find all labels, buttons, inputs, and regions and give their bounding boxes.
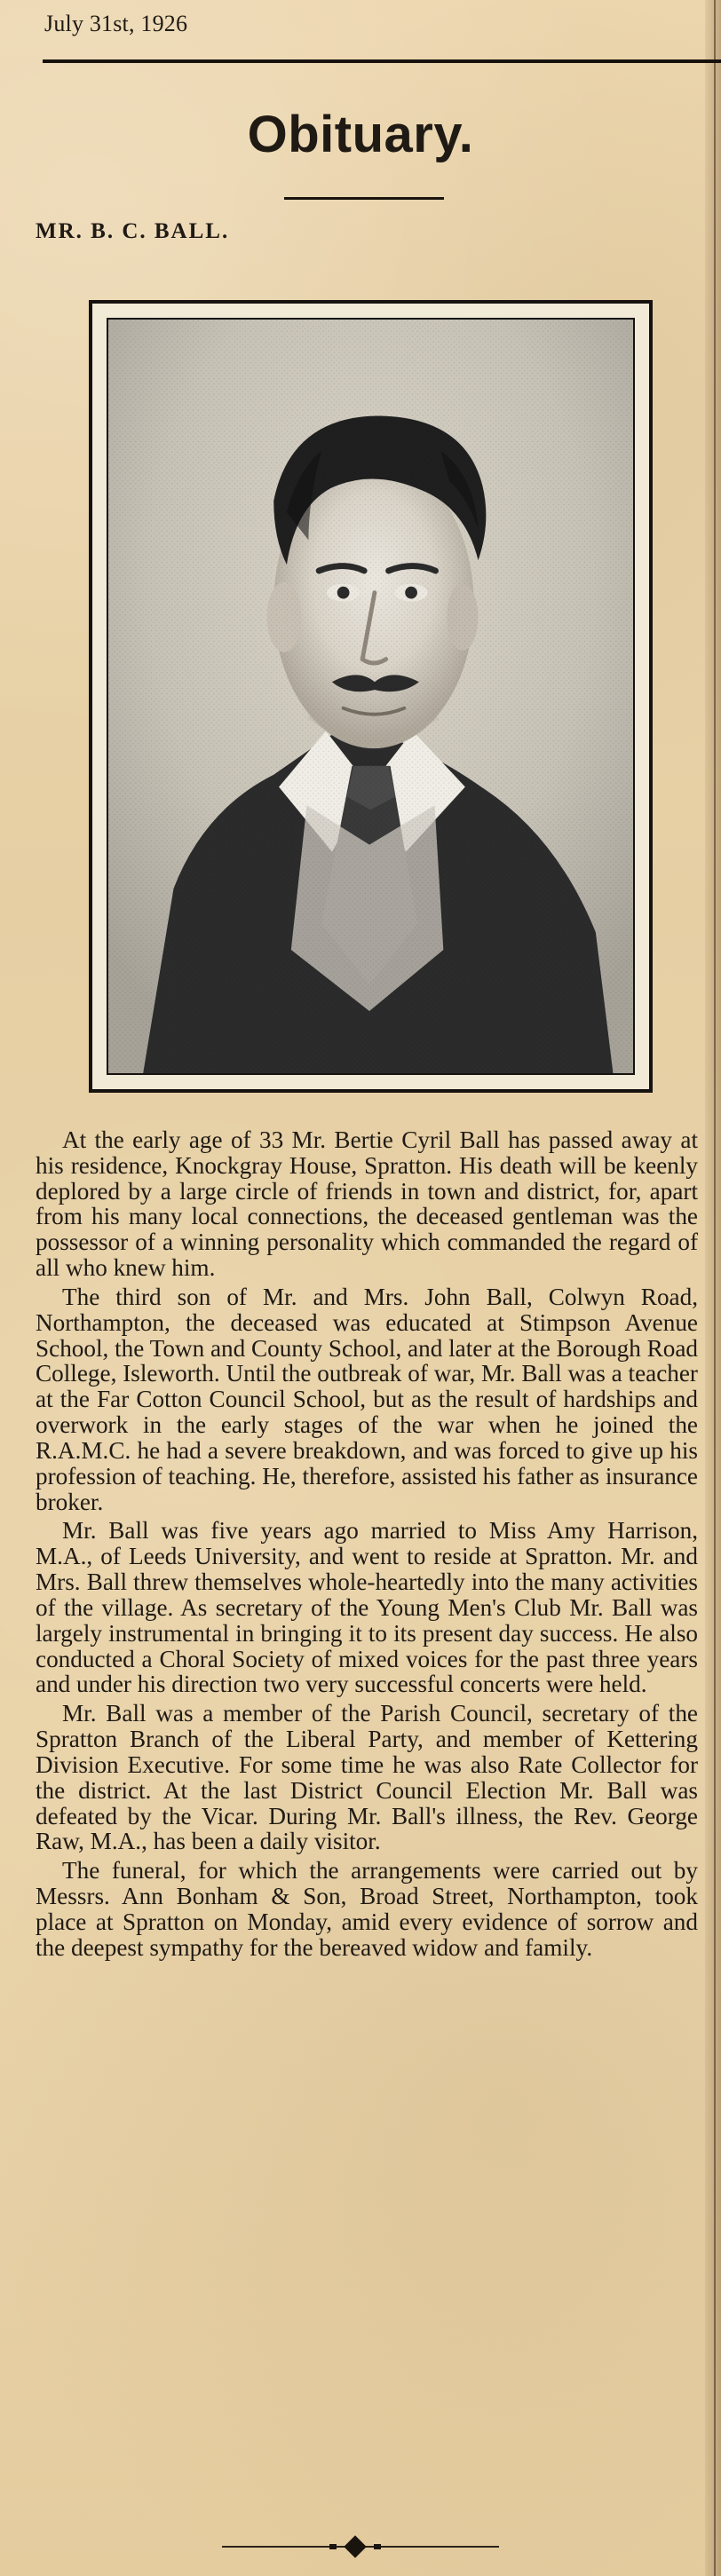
top-rule — [43, 59, 721, 63]
ornament-flank-left — [329, 2544, 337, 2549]
diamond-ornament-icon — [344, 2535, 366, 2557]
date-line: July 31st, 1926 — [44, 11, 188, 36]
article-paragraph-3: Mr. Ball was five years ago married to Miss Amy Harrison, M.A., of Leeds University, and went to reside at Spratton. Mr. and Mrs. Ball threw themselves whole-heartedly into the many activities of the village. As secretary of the Young Men's Club Mr. Ball was largely instrumental in bringing it to its present day success. He also conducted a Choral Society of mixed voices for the past three years and under his direction two very successful concerts were held. — [36, 1517, 698, 1698]
portrait-frame — [89, 300, 653, 1093]
title-rule — [284, 197, 444, 200]
article-paragraph-5: The funeral, for which the arrangements were carried out by Messrs. Ann Bonham & Son, Broad Street, Northampton, took place at Spratton on Monday, amid every evidence of sorrow and the deepest sympathy for the bereaved widow and family. — [36, 1857, 698, 1961]
page-edge-shadow — [705, 0, 721, 2576]
obituary-subhead: MR. B. C. BALL. — [36, 219, 230, 243]
page-edge-line — [714, 0, 716, 2576]
article-paragraph-2: The third son of Mr. and Mrs. John Ball, Colwyn Road, Northampton, the deceased was educated at Stimpson Avenue School, the Town and County School, and later at the Borough Road College, Isleworth. Until the outbreak of war, Mr. Ball was a teacher at the Far Cotton Council School, but as the result of hardships and overwork in the early stages of the war when he joined the R.A.M.C. he had a severe breakdown, and was forced to give up his profession of teaching. He, therefore, assisted his father as insurance broker. — [36, 1283, 698, 1515]
article-paragraph-1: At the early age of 33 Mr. Bertie Cyril Ball has passed away at his residence, Knockgray House, Spratton. His death will be keenly deplored by a large circle of friends in town and district, for, apart from his many local connections, the deceased gentleman was the possessor of a winning personality which commanded the regard of all who knew him. — [36, 1126, 698, 1282]
portrait-photo — [107, 318, 635, 1075]
page-title: Obituary. — [247, 106, 474, 163]
obituary-article — [36, 1127, 698, 1964]
ornament-flank-right — [374, 2544, 381, 2549]
bottom-ornament — [0, 2537, 721, 2558]
article-paragraph-4: Mr. Ball was a member of the Parish Council, secretary of the Spratton Branch of the Liberal Party, and member of Kettering Division Executive. For some time he was also Rate Collector for the district. At the last District Council Election Mr. Ball was defeated by the Vicar. During Mr. Ball's illness, the Rev. George Raw, M.A., has been a daily visitor. — [36, 1700, 698, 1855]
portrait-illustration — [108, 320, 633, 1073]
